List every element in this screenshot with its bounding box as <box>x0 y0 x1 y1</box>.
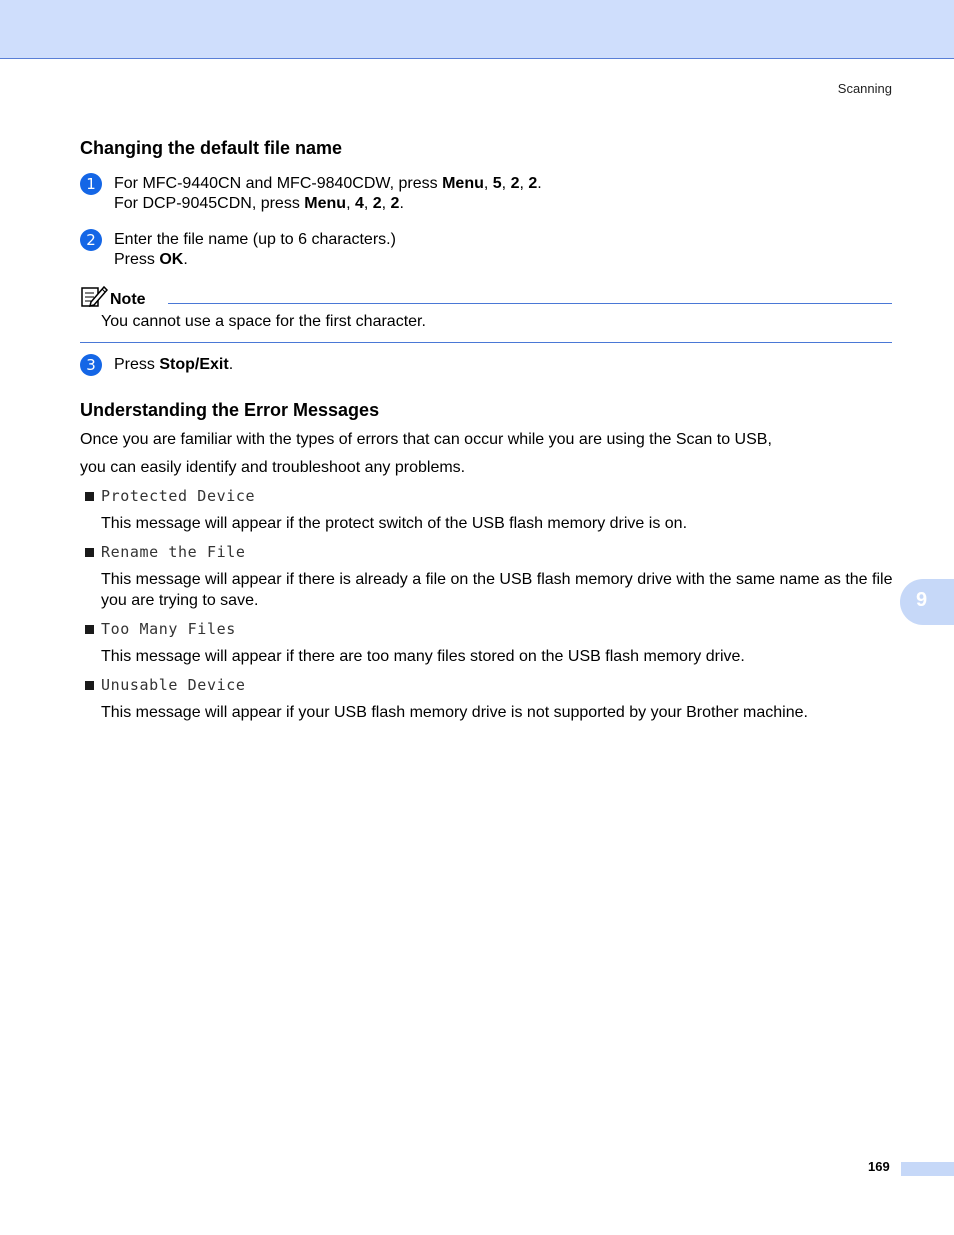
header-band <box>0 0 954 59</box>
section-title-error-messages: Understanding the Error Messages <box>80 400 380 420</box>
error-code: Protected Device <box>101 487 256 505</box>
error-code: Too Many Files <box>101 620 236 638</box>
square-bullet-icon <box>85 681 94 690</box>
page-number: 169 <box>868 1159 890 1174</box>
note-text: You cannot use a space for the first character. <box>101 313 426 330</box>
error-description: This message will appear if the protect switch of the USB flash memory drive is on. <box>101 515 688 532</box>
running-head: Scanning <box>837 81 892 96</box>
chapter-number: 9 <box>916 589 928 611</box>
step-1-line-mfc: For MFC-9440CN and MFC-9840CDW, press Menu, 5, 2, 2. <box>114 175 542 192</box>
step-3-text <box>114 355 233 375</box>
error-description: This message will appear if there are too many files stored on the USB flash memory drive. <box>101 648 745 665</box>
error-description: This message will appear if your USB flash memory drive is not supported by your Brother machine. <box>101 704 808 721</box>
step-number-badge: 3 <box>80 354 102 376</box>
step-2-line-2: Press OK. <box>114 251 188 268</box>
error-code: Rename the File <box>101 543 246 561</box>
step-2-text <box>114 230 396 270</box>
square-bullet-icon <box>85 625 94 634</box>
square-bullet-icon <box>85 548 94 557</box>
step-2-line-1: Enter the file name (up to 6 characters.) <box>114 231 396 248</box>
note-label: Note <box>110 291 146 308</box>
step-1-text <box>114 174 542 214</box>
error-description: This message will appear if there is already a file on the USB flash memory drive with the same name as the file you are trying to save. <box>101 571 893 609</box>
note-divider-top <box>168 303 892 304</box>
intro-line-1: Once you are familiar with the types of errors that can occur while you are using the Scan to USB, <box>80 431 772 448</box>
section-title-file-name: Changing the default file name <box>80 138 343 158</box>
error-code: Unusable Device <box>101 676 246 694</box>
chapter-tab <box>900 579 954 625</box>
step-number-badge: 2 <box>80 229 102 251</box>
step-1-line-dcp: For DCP-9045CDN, press Menu, 4, 2, 2. <box>114 195 404 212</box>
note-pencil-icon <box>80 284 108 308</box>
intro-line-2: you can easily identify and troubleshoot any problems. <box>80 459 466 476</box>
page-number-bar <box>901 1162 954 1176</box>
step-3-line-1: Press Stop/Exit. <box>114 356 234 373</box>
step-number-badge: 1 <box>80 173 102 195</box>
square-bullet-icon <box>85 492 94 501</box>
note-divider-bottom <box>80 342 892 343</box>
